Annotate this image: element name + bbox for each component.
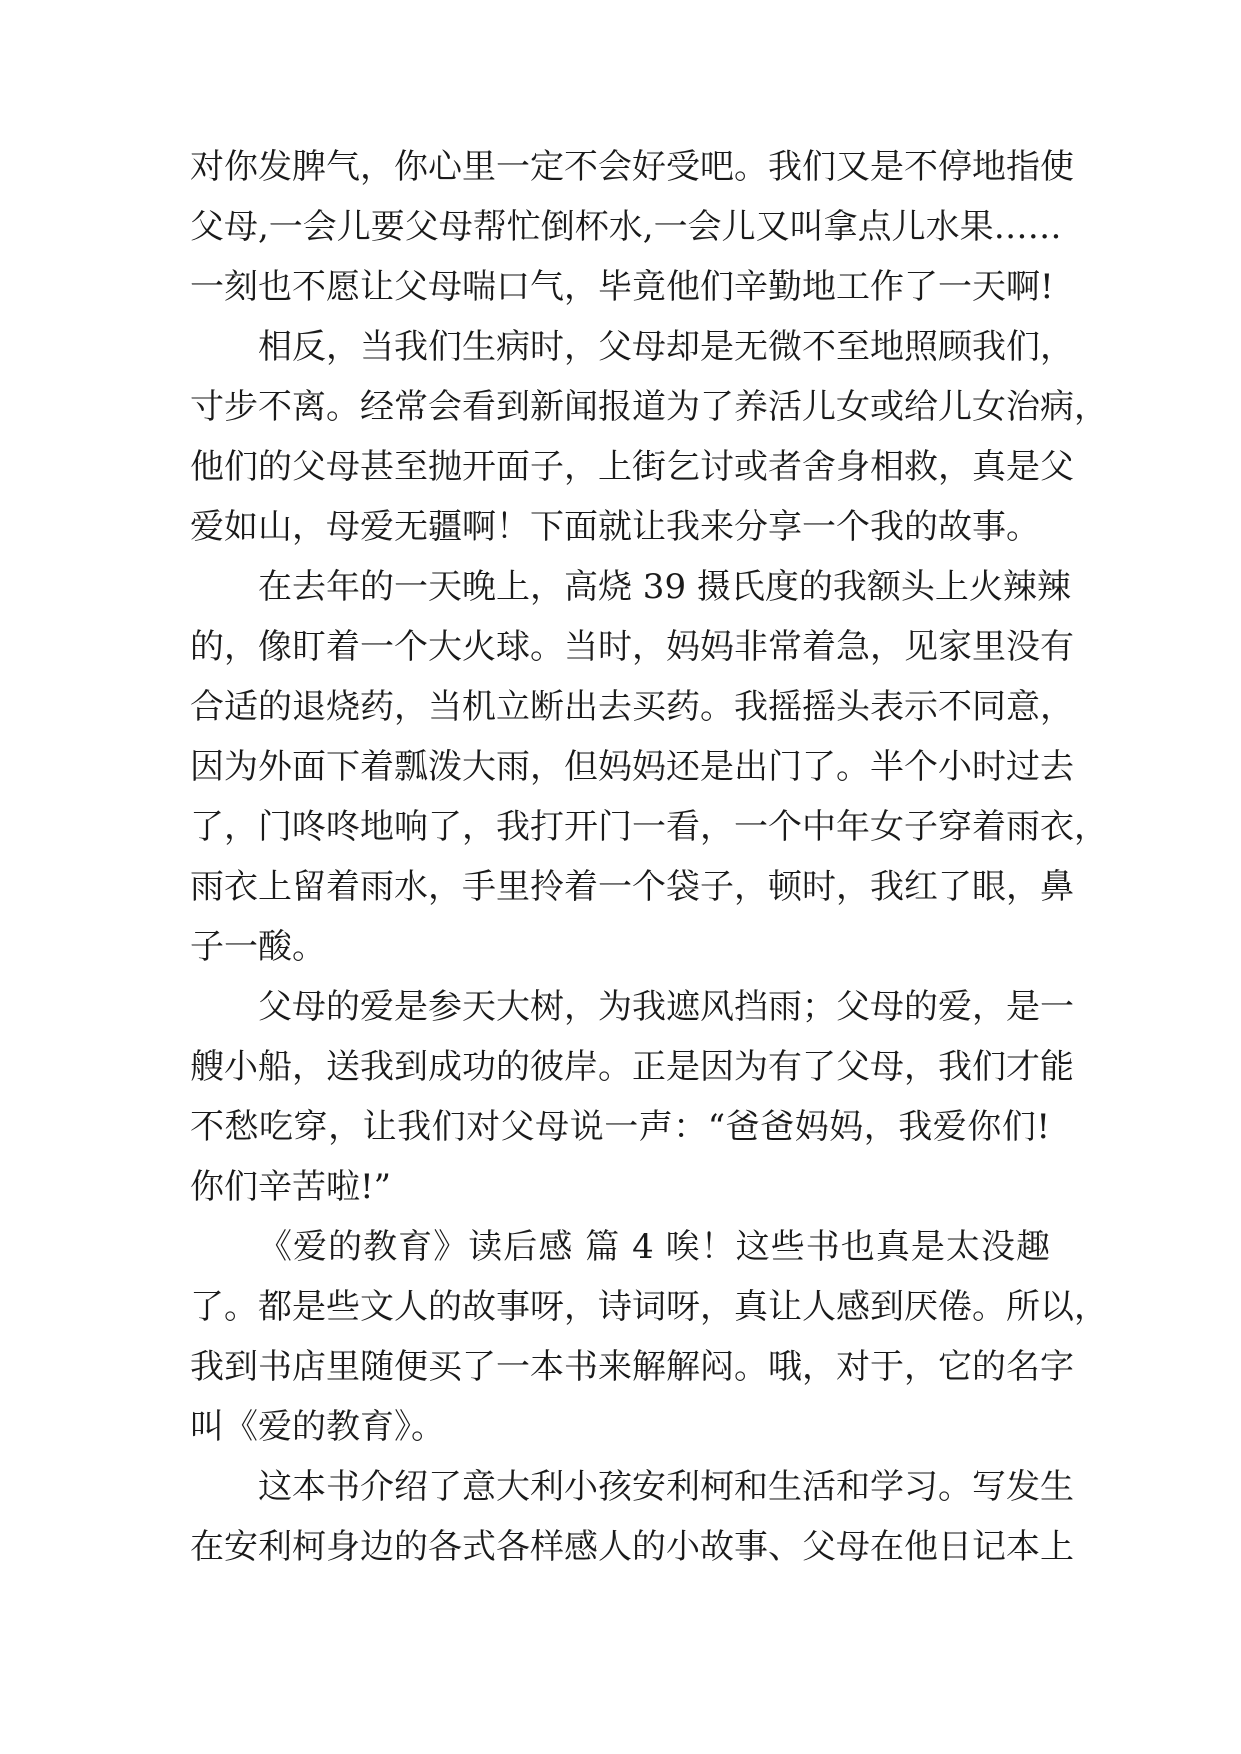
text-line: 相反，当我们生病时，父母却是无微不至地照顾我们，: [258, 327, 1074, 367]
text-line: 合适的退烧药，当机立断出去买药。我摇摇头表示不同意，: [190, 687, 1074, 727]
text-line: 不愁吃穿，让我们对父母说一声：“爸爸妈妈，我爱你们!: [190, 1107, 1050, 1147]
text-line: 《爱的教育》读后感 篇 4 唉！这些书也真是太没趣: [258, 1227, 1050, 1267]
text-line: 对你发脾气，你心里一定不会好受吧。我们又是不停地指使: [190, 147, 1074, 187]
text-line: 他们的父母甚至抛开面子，上街乞讨或者舍身相救，真是父: [190, 447, 1074, 487]
text-line: 因为外面下着瓢泼大雨，但妈妈还是出门了。半个小时过去: [190, 747, 1074, 787]
text-line: 的，像盯着一个大火球。当时，妈妈非常着急，见家里没有: [190, 627, 1074, 667]
text-line: 你们辛苦啦!”: [190, 1167, 392, 1207]
text-line: 父母的爱是参天大树，为我遮风挡雨；父母的爱，是一: [258, 987, 1074, 1027]
text-line: 父母,一会儿要父母帮忙倒杯水,一会儿又叫拿点儿水果……: [190, 207, 1062, 247]
text-line: 在安利柯身边的各式各样感人的小故事、父母在他日记本上: [190, 1527, 1074, 1567]
text-line: 我到书店里随便买了一本书来解解闷。哦，对于，它的名字: [190, 1347, 1074, 1387]
text-line: 了。都是些文人的故事呀，诗词呀，真让人感到厌倦。所以，: [190, 1287, 1108, 1327]
text-line: 了，门咚咚地响了，我打开门一看，一个中年女子穿着雨衣，: [190, 807, 1108, 847]
text-line: 这本书介绍了意大利小孩安利柯和生活和学习。写发生: [258, 1467, 1074, 1507]
text-line: 寸步不离。经常会看到新闻报道为了养活儿女或给儿女治病，: [190, 387, 1108, 427]
text-line: 雨衣上留着雨水，手里拎着一个袋子，顿时，我红了眼，鼻: [190, 867, 1074, 907]
text-line: 爱如山，母爱无疆啊！下面就让我来分享一个我的故事。: [190, 507, 1040, 547]
text-line: 艘小船，送我到成功的彼岸。正是因为有了父母，我们才能: [190, 1047, 1074, 1087]
text-line: 在去年的一天晚上，高烧 39 摄氏度的我额头上火辣辣: [258, 567, 1071, 607]
text-line: 子一酸。: [190, 927, 326, 967]
text-line: 叫《爱的教育》。: [190, 1407, 445, 1447]
text-line: 一刻也不愿让父母喘口气，毕竟他们辛勤地工作了一天啊!: [190, 267, 1054, 307]
